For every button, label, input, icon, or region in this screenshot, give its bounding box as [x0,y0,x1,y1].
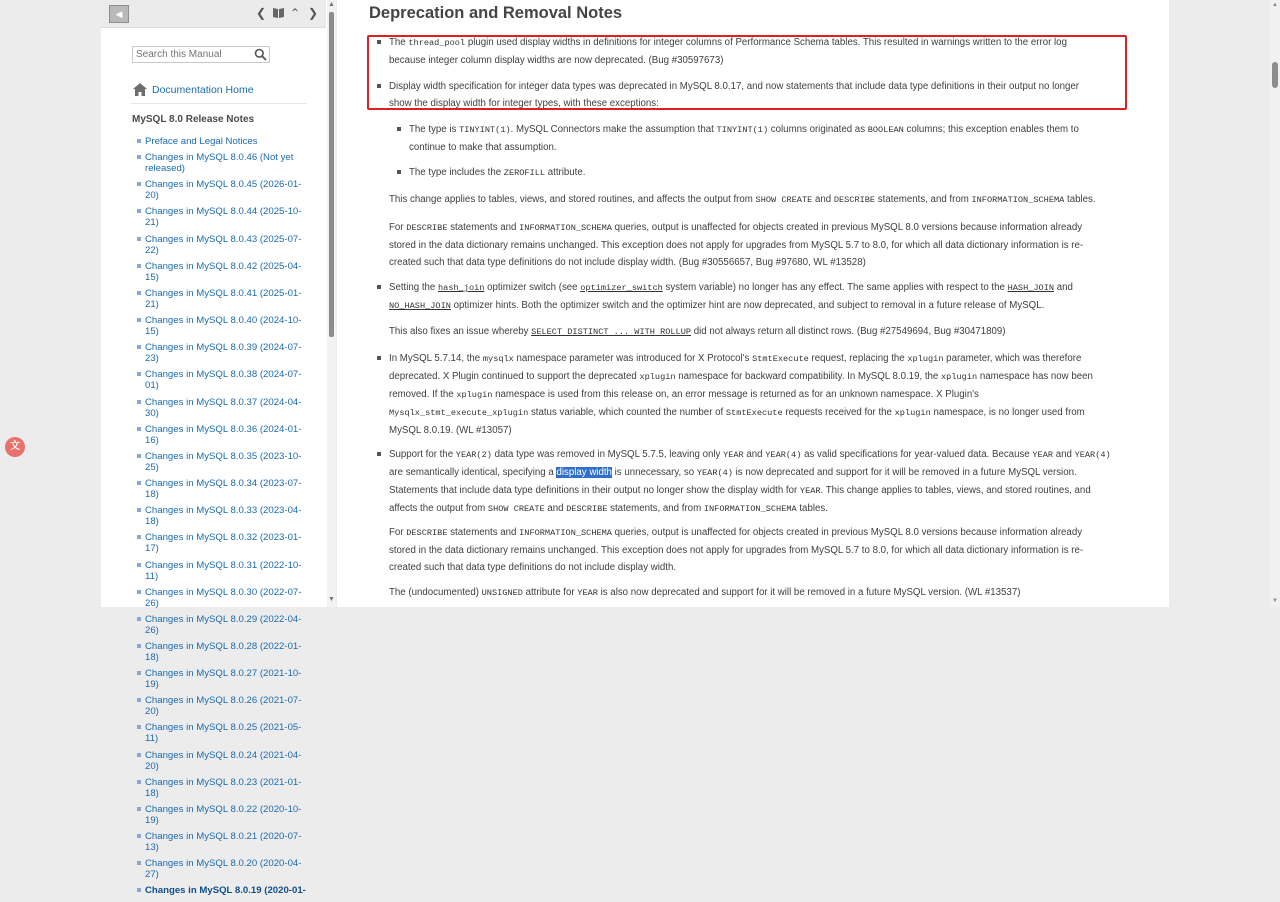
chevron-right-icon[interactable]: ❯ [307,6,319,20]
text: affects the output from [389,503,488,514]
text: This also fixes an issue whereby [389,326,532,337]
list-item [389,279,1149,315]
text: This change applies to tables, views, and stored routines, and affects the output from [389,194,756,205]
bullet [377,285,381,289]
toc-item[interactable]: Changes in MySQL 8.0.46 (Not yet released) [137,152,312,174]
code: Mysqlx_stmt_execute_xplugin [389,408,529,418]
code: UNSIGNED [481,588,523,598]
code: YEAR(4) [1074,450,1111,460]
text: and [544,503,567,514]
sidebar [101,0,336,897]
text: and [743,449,766,460]
toc-item[interactable]: Changes in MySQL 8.0.27 (2021-10-19) [137,668,312,690]
text: is now deprecated and support for it will be removed in a future MySQL version. [732,467,1077,478]
text: as valid specifications for year-valued data. Because [801,449,1033,460]
text: are semantically identical, specifying a [389,467,557,478]
text: and [1054,282,1073,293]
text: system variable) no longer has any effect. The same applies with respect to the [662,282,1008,293]
code: xplugin [639,372,676,382]
paragraph [389,219,1149,271]
sidebar-heading: MySQL 8.0 Release Notes [132,114,255,125]
text: optimizer hints. Both the optimizer switch and the optimizer hint are now deprecated, and subject to removal in a future release of MySQL. [450,300,1045,311]
text: The [389,37,409,48]
collapse-sidebar-icon[interactable]: ◀ [109,5,129,23]
text: is unnecessary, so [611,467,697,478]
scroll-up-icon[interactable]: ▲ [328,1,335,8]
toc-item[interactable]: Changes in MySQL 8.0.23 (2021-01-18) [137,777,312,799]
text: Statements that include data type definitions in their output no longer show the display width for [389,485,800,496]
code: DESCRIBE [833,195,876,205]
code: YEAR(4) [696,468,733,478]
toc-item[interactable]: Changes in MySQL 8.0.32 (2023-01-17) [137,532,312,554]
text: continue to make that assumption. [409,142,557,153]
list-item [409,164,1129,182]
text: statements and [447,527,520,538]
text: requests received for the [782,407,895,418]
sidebar-scroll-thumb[interactable] [329,12,334,337]
code: thread_pool [408,38,466,48]
text: namespace for backward compatibility. In MySQL 8.0.19, the [675,371,942,382]
text: and [1053,449,1075,460]
text: queries, output is unaffected for objects created in previous MySQL 8.0 versions because information already [611,222,1083,233]
code: YEAR [1032,450,1054,460]
bullet [377,84,381,88]
text: created such that data type definitions do not include display width. (Bug #30556657, Bug #97680, WL #13528) [389,257,866,268]
toc-item[interactable]: Changes in MySQL 8.0.22 (2020-10-19) [137,804,312,826]
paragraph [389,323,1149,341]
bullet [377,452,381,456]
text: statements, and from [607,503,704,514]
text: data type was removed in MySQL 5.7.5, leaving only [491,449,724,460]
code-link[interactable]: SELECT DISTINCT ... WITH ROLLUP [531,327,692,337]
text: columns; this exception enables them to [903,124,1079,135]
code-link[interactable]: NO_HASH_JOIN [389,301,451,311]
list-item [389,78,1129,112]
code: YEAR(2) [455,450,492,460]
code-link[interactable]: hash_join [438,283,485,293]
text: stored in the data dictionary remains unchanged. This exception does not apply for upgrades from MySQL 5.7 to 8.0, for which all data dictionary information is re- [389,545,1084,556]
code: xplugin [894,408,931,418]
text: namespace has now been [977,371,1093,382]
main-content [337,0,1169,607]
text: because integer column display widths are now deprecated. (Bug #30597673) [389,55,724,66]
text: statements and [447,222,520,233]
bullet [397,127,401,131]
code: TINYINT(1) [459,125,511,135]
toc-item[interactable]: Changes in MySQL 8.0.20 (2020-04-27) [137,858,312,880]
translate-icon[interactable]: 文 [5,437,25,457]
text: The (undocumented) [389,587,482,598]
toc-item[interactable]: Changes in MySQL 8.0.36 (2024-01-16) [137,424,312,446]
sidebar-toolbar [101,0,326,28]
code-link[interactable]: HASH_JOIN [1007,283,1055,293]
toc-item[interactable]: Changes in MySQL 8.0.40 (2024-10-15) [137,315,312,337]
text: columns originated as [768,124,868,135]
chevron-up-icon[interactable]: ⌃ [289,6,301,20]
toc-item[interactable]: Changes in MySQL 8.0.24 (2021-04-20) [137,750,312,772]
code: YEAR [799,486,821,496]
code: YEAR [577,588,598,598]
code: YEAR(4) [765,450,802,460]
toc-item[interactable]: Changes in MySQL 8.0.41 (2025-01-21) [137,288,312,310]
code: SHOW CREATE [755,195,813,205]
text: and [812,194,834,205]
text: . MySQL Connectors make the assumption that [510,124,717,135]
section-title: Deprecation and Removal Notes [369,4,623,22]
code: DESCRIBE [406,223,448,233]
list-item [389,34,1129,69]
text: For [389,222,407,233]
code: mysqlx [482,354,514,364]
code: BOOLEAN [867,125,904,135]
text: The type includes the [409,167,504,178]
search-box [132,46,270,63]
toc-item[interactable]: Changes in MySQL 8.0.37 (2024-04-30) [137,397,312,419]
toc-list [137,136,312,902]
page-scroll-thumb[interactable] [1272,62,1278,88]
text: deprecated. X Plugin continued to support the deprecated [389,371,640,382]
toc-item[interactable]: Changes in MySQL 8.0.21 (2020-07-13) [137,831,312,853]
code: INFORMATION_SCHEMA [519,528,612,538]
scroll-down-icon[interactable]: ▼ [1272,598,1278,604]
toc-item[interactable]: Changes in MySQL 8.0.25 (2021-05-11) [137,722,312,744]
toc-item[interactable]: Changes in MySQL 8.0.42 (2025-04-15) [137,261,312,283]
sidebar-scrollbar[interactable] [327,0,336,607]
text: did not always return all distinct rows. (Bug #27549694, Bug #30471809) [691,326,1006,337]
text: removed. If the [389,389,457,400]
bullet [377,356,381,360]
paragraph [389,584,1149,602]
code: xplugin [456,390,493,400]
text: . This change applies to tables, views, and stored routines, and [820,485,1091,496]
code: YEAR [723,450,744,460]
search-icon[interactable] [254,48,267,61]
text: attribute. [545,167,586,178]
text: queries, output is unaffected for objects created in previous MySQL 8.0 versions because information already [611,527,1083,538]
bullet [397,170,401,174]
list-item [409,121,1129,156]
text: is also now deprecated and support for it will be removed in a future MySQL version. (WL #13537) [597,587,1021,598]
text: status variable, which counted the number of [528,407,726,418]
code: INFORMATION_SCHEMA [519,223,612,233]
paragraph [389,191,1149,209]
toc-item[interactable]: Changes in MySQL 8.0.26 (2021-07-20) [137,695,312,717]
text: attribute for [522,587,578,598]
text: namespace parameter was introduced for X Protocol's [513,353,753,364]
documentation-home-link[interactable]: Documentation Home [152,84,254,96]
text: namespace is used from this release on, an error message is returned as for an unknown namespace. X Plugin's [492,389,979,400]
text: In MySQL 5.7.14, the [389,353,483,364]
text: Setting the [389,282,439,293]
list-item [389,350,1149,439]
code: SHOW CREATE [487,504,545,514]
toc-item[interactable]: Changes in MySQL 8.0.34 (2023-07-18) [137,478,312,500]
text: optimizer switch (see [484,282,581,293]
text: show the display width for integer types, with these exceptions: [389,98,659,109]
book-icon[interactable] [271,6,285,20]
text: parameter, which was therefore [943,353,1082,364]
text: Display width specification for integer data types was deprecated in MySQL 8.0.17, and now statements that include data type definitions in their output no longer [389,81,1080,92]
paragraph [389,524,1149,576]
text: MySQL 8.0.19. (WL #13057) [389,425,512,436]
scroll-up-icon[interactable]: ▲ [1272,2,1278,8]
text: tables. [1064,194,1096,205]
toc-item[interactable]: Changes in MySQL 8.0.35 (2023-10-25) [137,451,312,473]
toc-item-current[interactable]: Changes in MySQL 8.0.19 (2020-01- [137,885,312,896]
toc-item[interactable]: Changes in MySQL 8.0.44 (2025-10-21) [137,206,312,228]
toc-item[interactable]: Changes in MySQL 8.0.45 (2026-01-20) [137,179,312,201]
text: request, replacing the [808,353,908,364]
toc-item[interactable]: Changes in MySQL 8.0.39 (2024-07-23) [137,342,312,364]
text: The type is [409,124,460,135]
text: For [389,527,407,538]
code: DESCRIBE [566,504,608,514]
code-link[interactable]: optimizer_switch [580,283,663,293]
text: stored in the data dictionary remains unchanged. This exception does not apply for upgrades from MySQL 5.7 to 8.0, for which all data dictionary information is re- [389,240,1084,251]
toc-item[interactable]: Changes in MySQL 8.0.28 (2022-01-18) [137,641,312,663]
list-item [389,446,1149,518]
code: StmtExecute [725,408,783,418]
code: TINYINT(1) [716,125,769,135]
text: statements, and from [875,194,972,205]
code: xplugin [907,354,944,364]
bullet [377,40,381,44]
code: INFORMATION_SCHEMA [971,195,1065,205]
code: StmtExecute [752,354,809,364]
home-icon [133,83,147,96]
scroll-down-icon[interactable]: ▼ [328,596,335,603]
toc-item[interactable]: Changes in MySQL 8.0.38 (2024-07-01) [137,369,312,391]
text: Support for the [389,449,456,460]
text: namespace, is no longer used from [930,407,1085,418]
toc-item[interactable]: Changes in MySQL 8.0.33 (2023-04-18) [137,505,312,527]
code: ZEROFILL [503,168,546,178]
toc-item[interactable]: Changes in MySQL 8.0.29 (2022-04-26) [137,614,312,636]
toc-item[interactable]: Preface and Legal Notices [137,136,312,147]
code: xplugin [941,372,978,382]
text: tables. [796,503,828,514]
toc-item[interactable]: Changes in MySQL 8.0.30 (2022-07-26) [137,587,312,609]
toc-item[interactable]: Changes in MySQL 8.0.43 (2025-07-22) [137,234,312,256]
chevron-left-icon[interactable]: ❮ [255,6,267,20]
text: created such that data type definitions do not include display width. [389,562,677,573]
selected-text[interactable]: display width [556,467,612,478]
toc-item[interactable]: Changes in MySQL 8.0.31 (2022-10-11) [137,560,312,582]
text: plugin used display widths in definitions for integer columns of Performance Schema tables. This resulted in warnings written to the error log [465,37,1067,48]
code: DESCRIBE [406,528,448,538]
code: INFORMATION_SCHEMA [703,504,797,514]
divider [131,103,307,104]
page-scrollbar[interactable] [1270,0,1280,607]
search-input[interactable] [133,47,253,62]
